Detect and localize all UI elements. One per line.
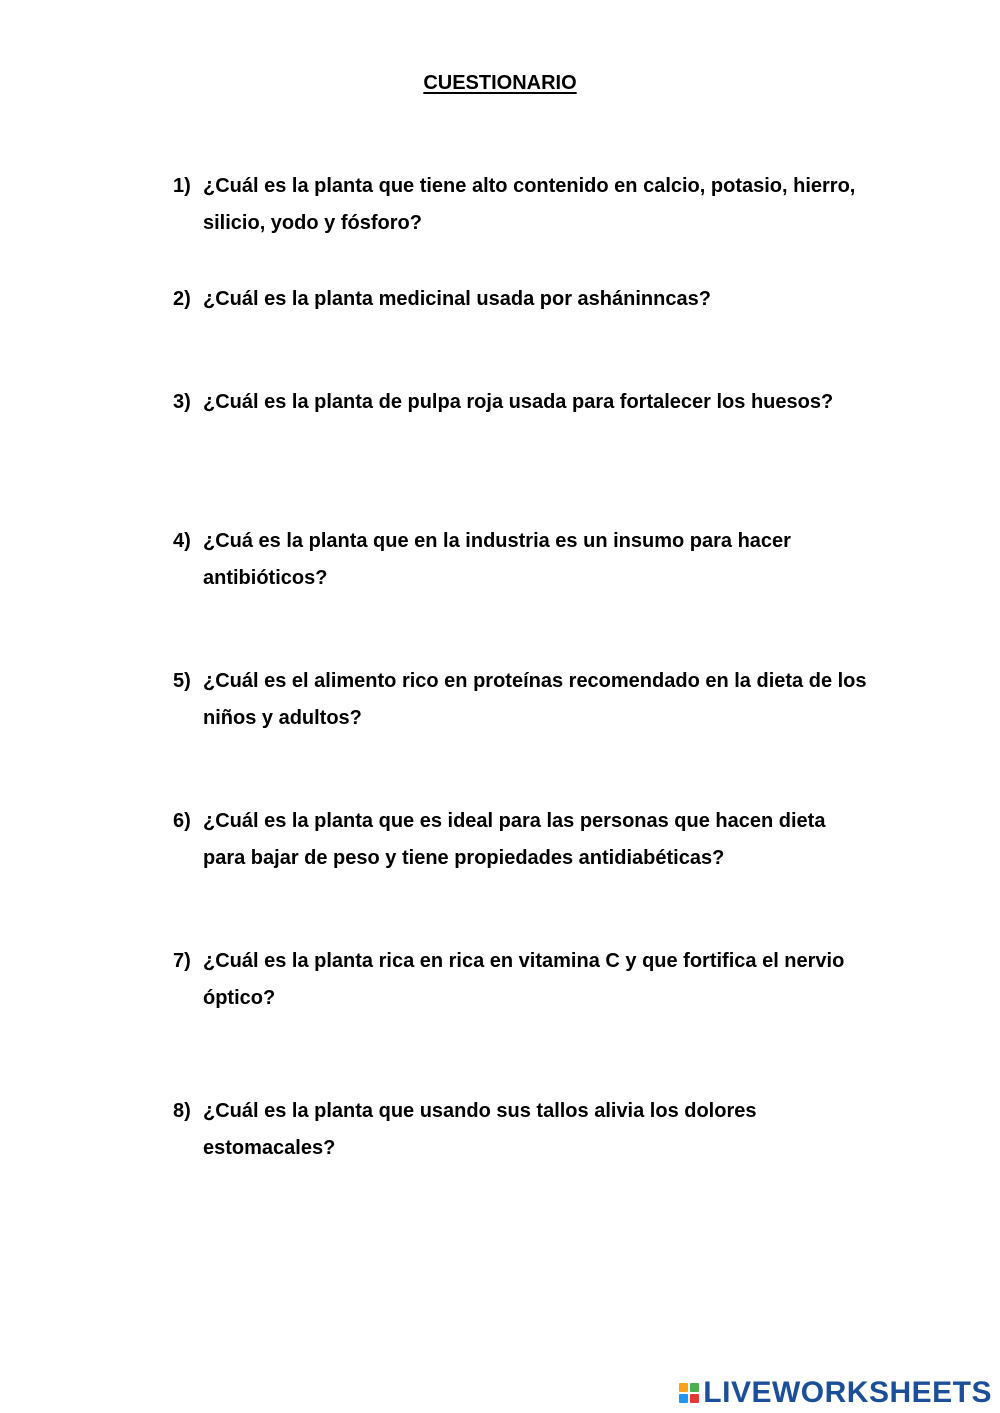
page-title: CUESTIONARIO bbox=[423, 72, 577, 94]
question-text: ¿Cuál es la planta que tiene alto contenido en calcio, potasio, hierro, silicio, yodo y fósforo? bbox=[203, 175, 856, 234]
question-text: ¿Cuál es la planta que usando sus tallos alivia los dolores estomacales? bbox=[203, 1100, 757, 1159]
question-number: 1) bbox=[173, 175, 191, 197]
question-5 bbox=[173, 663, 873, 737]
question-text: ¿Cuá es la planta que en la industria es un insumo para hacer antibióticos? bbox=[203, 530, 791, 589]
question-8 bbox=[173, 1093, 873, 1167]
logo-tile bbox=[690, 1383, 699, 1392]
logo-text: LIVEWORKSHEETS bbox=[703, 1376, 992, 1409]
question-number: 5) bbox=[173, 670, 191, 692]
question-text: ¿Cuál es la planta medicinal usada por asháninncas? bbox=[203, 288, 711, 310]
question-3 bbox=[173, 384, 873, 421]
logo-tile bbox=[679, 1383, 688, 1392]
question-7 bbox=[173, 943, 873, 1017]
question-number: 8) bbox=[173, 1100, 191, 1122]
question-text: ¿Cuál es la planta rica en rica en vitamina C y que fortifica el nervio óptico? bbox=[203, 950, 845, 1009]
question-text: ¿Cuál es el alimento rico en proteínas recomendado en la dieta de los niños y adultos? bbox=[203, 670, 867, 729]
question-text: ¿Cuál es la planta de pulpa roja usada para fortalecer los huesos? bbox=[203, 391, 834, 413]
question-number: 7) bbox=[173, 950, 191, 972]
question-1 bbox=[173, 168, 873, 242]
question-number: 3) bbox=[173, 391, 191, 413]
logo-tile bbox=[679, 1394, 688, 1403]
logo-grid-icon bbox=[679, 1383, 699, 1403]
question-number: 2) bbox=[173, 288, 191, 310]
question-6 bbox=[173, 803, 873, 877]
question-number: 6) bbox=[173, 810, 191, 832]
logo-tile bbox=[690, 1394, 699, 1403]
question-number: 4) bbox=[173, 530, 191, 552]
liveworksheets-logo bbox=[679, 1373, 992, 1413]
question-text: ¿Cuál es la planta que es ideal para las personas que hacen dieta para bajar de peso y tiene propiedades antidiabéticas? bbox=[203, 810, 826, 869]
question-2 bbox=[173, 281, 873, 318]
question-4 bbox=[173, 523, 873, 597]
